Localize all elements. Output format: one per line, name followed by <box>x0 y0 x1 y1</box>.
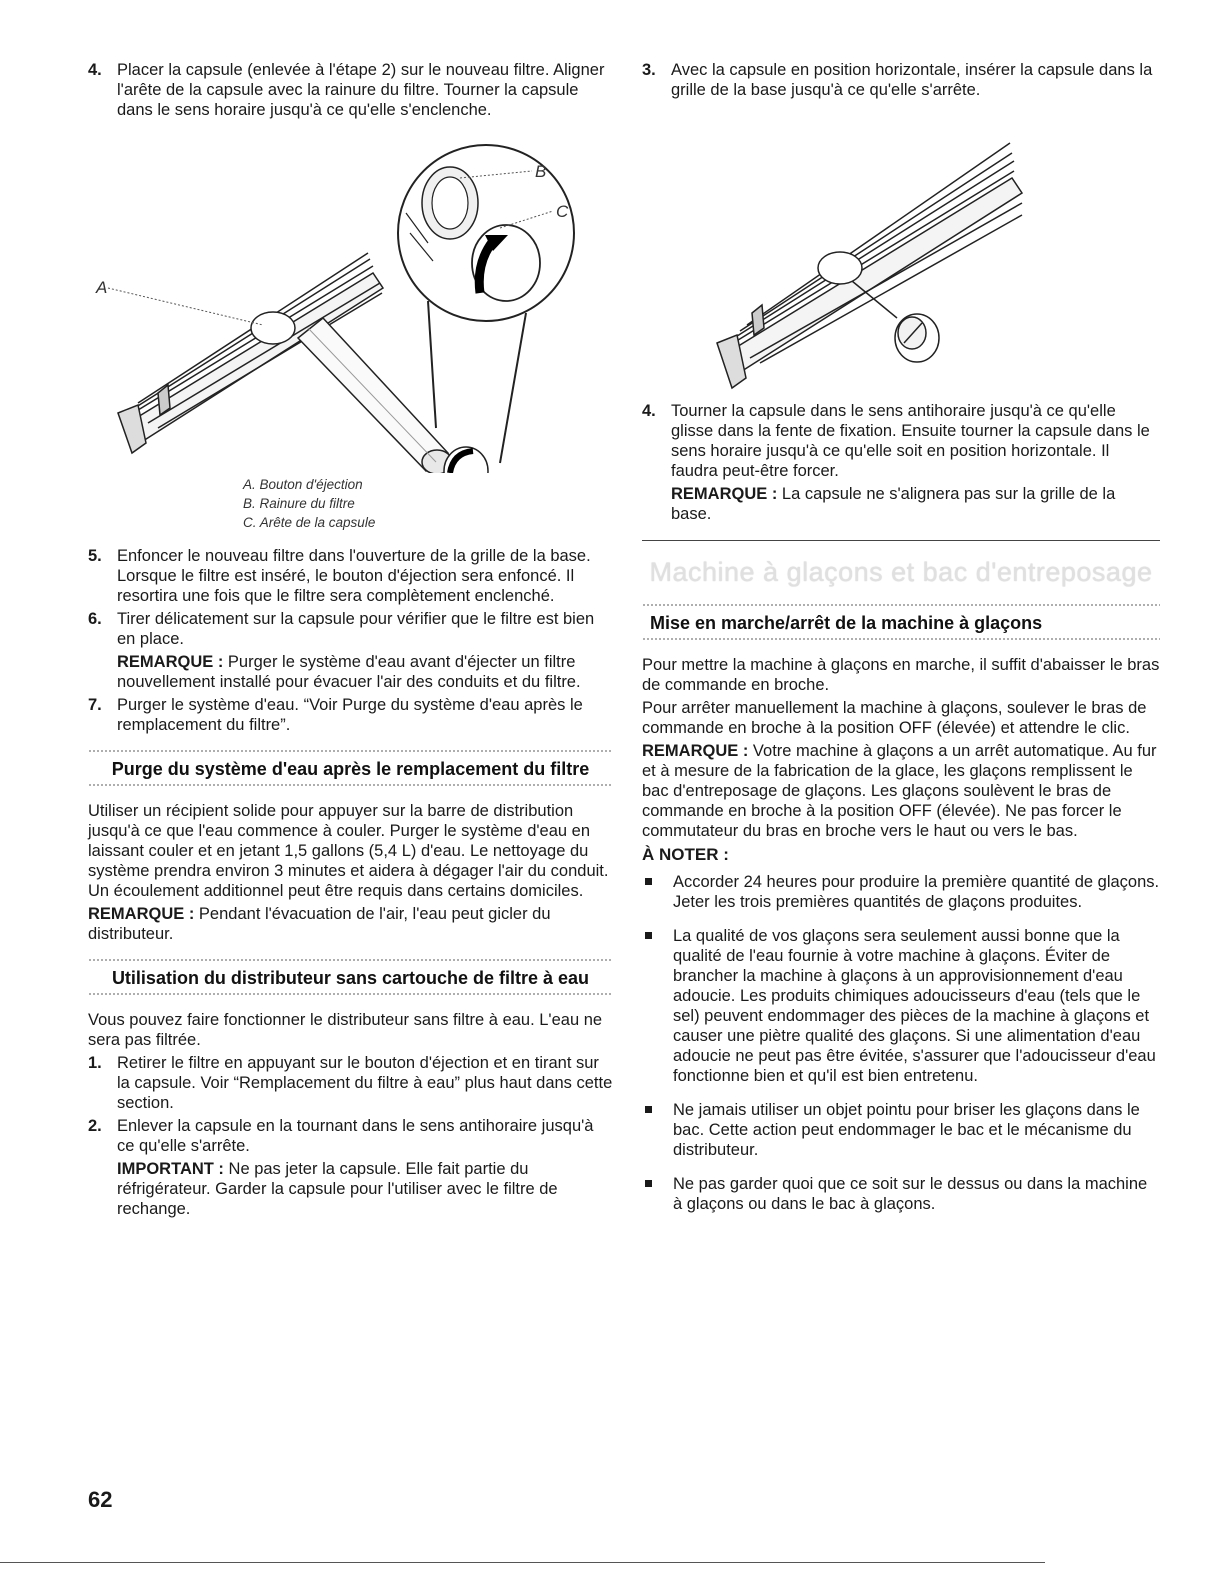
step-5-left <box>88 546 613 606</box>
step-number: 7. <box>88 696 102 714</box>
filter-install-illustration <box>88 123 613 473</box>
note-label: IMPORTANT : <box>117 1160 224 1178</box>
step-note <box>117 1159 613 1219</box>
step-text: Purger le système d'eau. “Voir Purge du système d'eau après le remplacement du filtre”. <box>117 696 583 734</box>
detail-circle <box>398 145 574 463</box>
step-number: 6. <box>88 610 102 628</box>
note-label: REMARQUE : <box>88 905 195 923</box>
step-4-left <box>88 60 613 120</box>
step-number: 3. <box>642 61 656 79</box>
step-number: 4. <box>642 402 656 420</box>
step-6-left <box>88 609 613 692</box>
callout-c: C <box>556 202 569 221</box>
note-text: Purger le système d'eau avant d'éjecter un filtre nouvellement installé pour évacuer l'air des conduits et du filtre. <box>117 653 581 691</box>
note-text: Ne pas jeter la capsule. Elle fait partie du réfrigérateur. Garder la capsule pour l'utiliser avec le filtre de rechange. <box>117 1160 558 1218</box>
dotted-divider <box>88 783 613 787</box>
mise-heading: Mise en marche/arrêt de la machine à glaçons <box>650 613 1043 633</box>
note-label: REMARQUE : <box>117 653 224 671</box>
step-text: Enlever la capsule en la tournant dans le sens antihoraire jusqu'à ce qu'elle s'arrête. <box>117 1117 594 1155</box>
callout-b: B <box>535 162 547 181</box>
figure-legend <box>243 475 613 532</box>
step-number: 1. <box>88 1054 102 1072</box>
filter-cartridge-drawing <box>298 318 452 473</box>
purge-text: Utiliser un récipient solide pour appuyer sur la barre de distribution jusqu'à ce que l'eau commence à couler. Purger le système d'eau en laissant couler et en jetant 1,5 gallons (5,4 L) d'eau. Le nettoyage du système prendra environ 3 minutes et aidera à dégager l'air du conduit. Un écoulement additionnel peut être requis dans certains domiciles. <box>88 802 609 900</box>
purge-heading: Purge du système d'eau après le remplacement du filtre <box>111 759 590 779</box>
note-text: La capsule ne s'alignera pas sur la grille de la base. <box>671 485 1116 523</box>
bullet-square-icon <box>645 1106 652 1113</box>
step-7-left <box>88 695 613 735</box>
list-item: La qualité de vos glaçons sera seulement aussi bonne que la qualité de l'eau fournie à votre machine à glaçons. Éviter de brancher la machine à glaçons à un approvisionnement d'eau adoucie. Les produits chimiques adoucisseurs d'eau (tels que le sel) peuvent endommager des pièces de la machine à glaçons et causer une piètre qualité des glaçons. Si une alimentation d'eau adoucie ne peut pas être évitée, s'assurer que l'adoucisseur d'eau fonctionne bien et qu'il est bien entretenu. <box>642 926 1160 1086</box>
step-text: Avec la capsule en position horizontale, insérer la capsule dans la grille de la base jusqu'à ce qu'elle s'arrête. <box>671 61 1153 99</box>
bullet-square-icon <box>645 878 652 885</box>
section-title: Machine à glaçons et bac d'entreposage <box>649 557 1153 587</box>
utilisation-intro: Vous pouvez faire fonctionner le distributeur sans filtre à eau. L'eau ne sera pas filtrée. <box>88 1011 603 1049</box>
step-number: 2. <box>88 1117 102 1135</box>
note-label: REMARQUE : <box>671 485 778 503</box>
mise-note <box>642 741 1160 841</box>
legend-item-b: B. Rainure du filtre <box>243 496 355 511</box>
list-item: Accorder 24 heures pour produire la première quantité de glaçons. Jeter les trois premières quantités de glaçons produites. <box>642 872 1160 912</box>
dotted-divider <box>88 749 613 753</box>
bullet-square-icon <box>645 1180 652 1187</box>
section-rule <box>642 540 1160 541</box>
step-number: 5. <box>88 547 102 565</box>
step-4-right <box>642 401 1160 524</box>
step-1-left <box>88 1053 613 1113</box>
step-note <box>117 652 613 692</box>
note-text: Pendant l'évacuation de l'air, l'eau peut gicler du distributeur. <box>88 905 551 943</box>
left-column <box>88 60 613 1222</box>
dotted-divider <box>642 637 1160 641</box>
step-3-right <box>642 60 1160 100</box>
step-text: Placer la capsule (enlevée à l'étape 2) sur le nouveau filtre. Aligner l'arête de la capsule avec la rainure du filtre. Tourner la capsule dans le sens horaire jusqu'à ce qu'elle s'enclenche. <box>117 61 605 119</box>
noter-list <box>642 872 1160 1214</box>
footer-rule <box>0 1562 1045 1563</box>
step-2-left <box>88 1116 613 1219</box>
step-number: 4. <box>88 61 102 79</box>
utilisation-heading: Utilisation du distributeur sans cartouche de filtre à eau <box>111 968 590 988</box>
legend-item-c: C. Arête de la capsule <box>243 515 376 530</box>
purge-note <box>88 904 613 944</box>
dotted-divider <box>88 992 613 996</box>
cap-drawing <box>444 447 488 473</box>
step-text: Tourner la capsule dans le sens antihoraire jusqu'à ce qu'elle glisse dans la fente de fixation. Ensuite tourner la capsule dans le sens horaire jusqu'à ce qu'elle soit en position horizontale. Il faudra peut-être forcer. <box>671 402 1150 480</box>
list-item: Ne jamais utiliser un objet pointu pour briser les glaçons dans le bac. Cette action peut endommager le bac et le mécanisme du distributeur. <box>642 1100 1160 1160</box>
dotted-divider <box>642 603 1160 607</box>
right-column <box>642 60 1160 1228</box>
mise-paragraph-2: Pour arrêter manuellement la machine à glaçons, soulever le bras de commande en broche à la position OFF (élevée) et attendre le clic. <box>642 699 1147 737</box>
cap-insert-illustration <box>642 103 1160 393</box>
step-note <box>671 484 1160 524</box>
note-label: REMARQUE : <box>642 742 749 760</box>
list-item: Ne pas garder quoi que ce soit sur le dessus ou dans la machine à glaçons ou dans le bac à glaçons. <box>642 1174 1160 1214</box>
bullet-square-icon <box>645 932 652 939</box>
noter-label: À NOTER : <box>642 845 729 864</box>
legend-item-a: A. Bouton d'éjection <box>243 477 363 492</box>
mise-paragraph-1: Pour mettre la machine à glaçons en marche, il suffit d'abaisser le bras de commande en broche. <box>642 656 1160 694</box>
grille-rail-drawing <box>717 143 1022 388</box>
note-text: Votre machine à glaçons a un arrêt automatique. Au fur et à mesure de la fabrication de la glace, les glaçons remplissent le bac d'entreposage de glaçons. Les glaçons soulèvent le bras de commande en broche à la position OFF (élevée). Ne pas forcer le commutateur du bras en broche vers le haut ou vers le bas. <box>642 742 1157 840</box>
step-text: Tirer délicatement sur la capsule pour vérifier que le filtre est bien en place. <box>117 610 595 648</box>
cap-drawing <box>895 314 939 362</box>
step-text: Retirer le filtre en appuyant sur le bouton d'éjection et en tirant sur la capsule. Voir “Remplacement du filtre à eau” plus haut dans cette section. <box>117 1054 613 1112</box>
page-number: 62 <box>88 1487 113 1512</box>
step-text: Enfoncer le nouveau filtre dans l'ouverture de la grille de la base. Lorsque le filtre est inséré, le bouton d'éjection sera enfoncé. Il resortira une fois que le filtre sera complètement enclenché. <box>117 547 591 605</box>
callout-a: A <box>96 278 108 297</box>
dotted-divider <box>88 958 613 962</box>
